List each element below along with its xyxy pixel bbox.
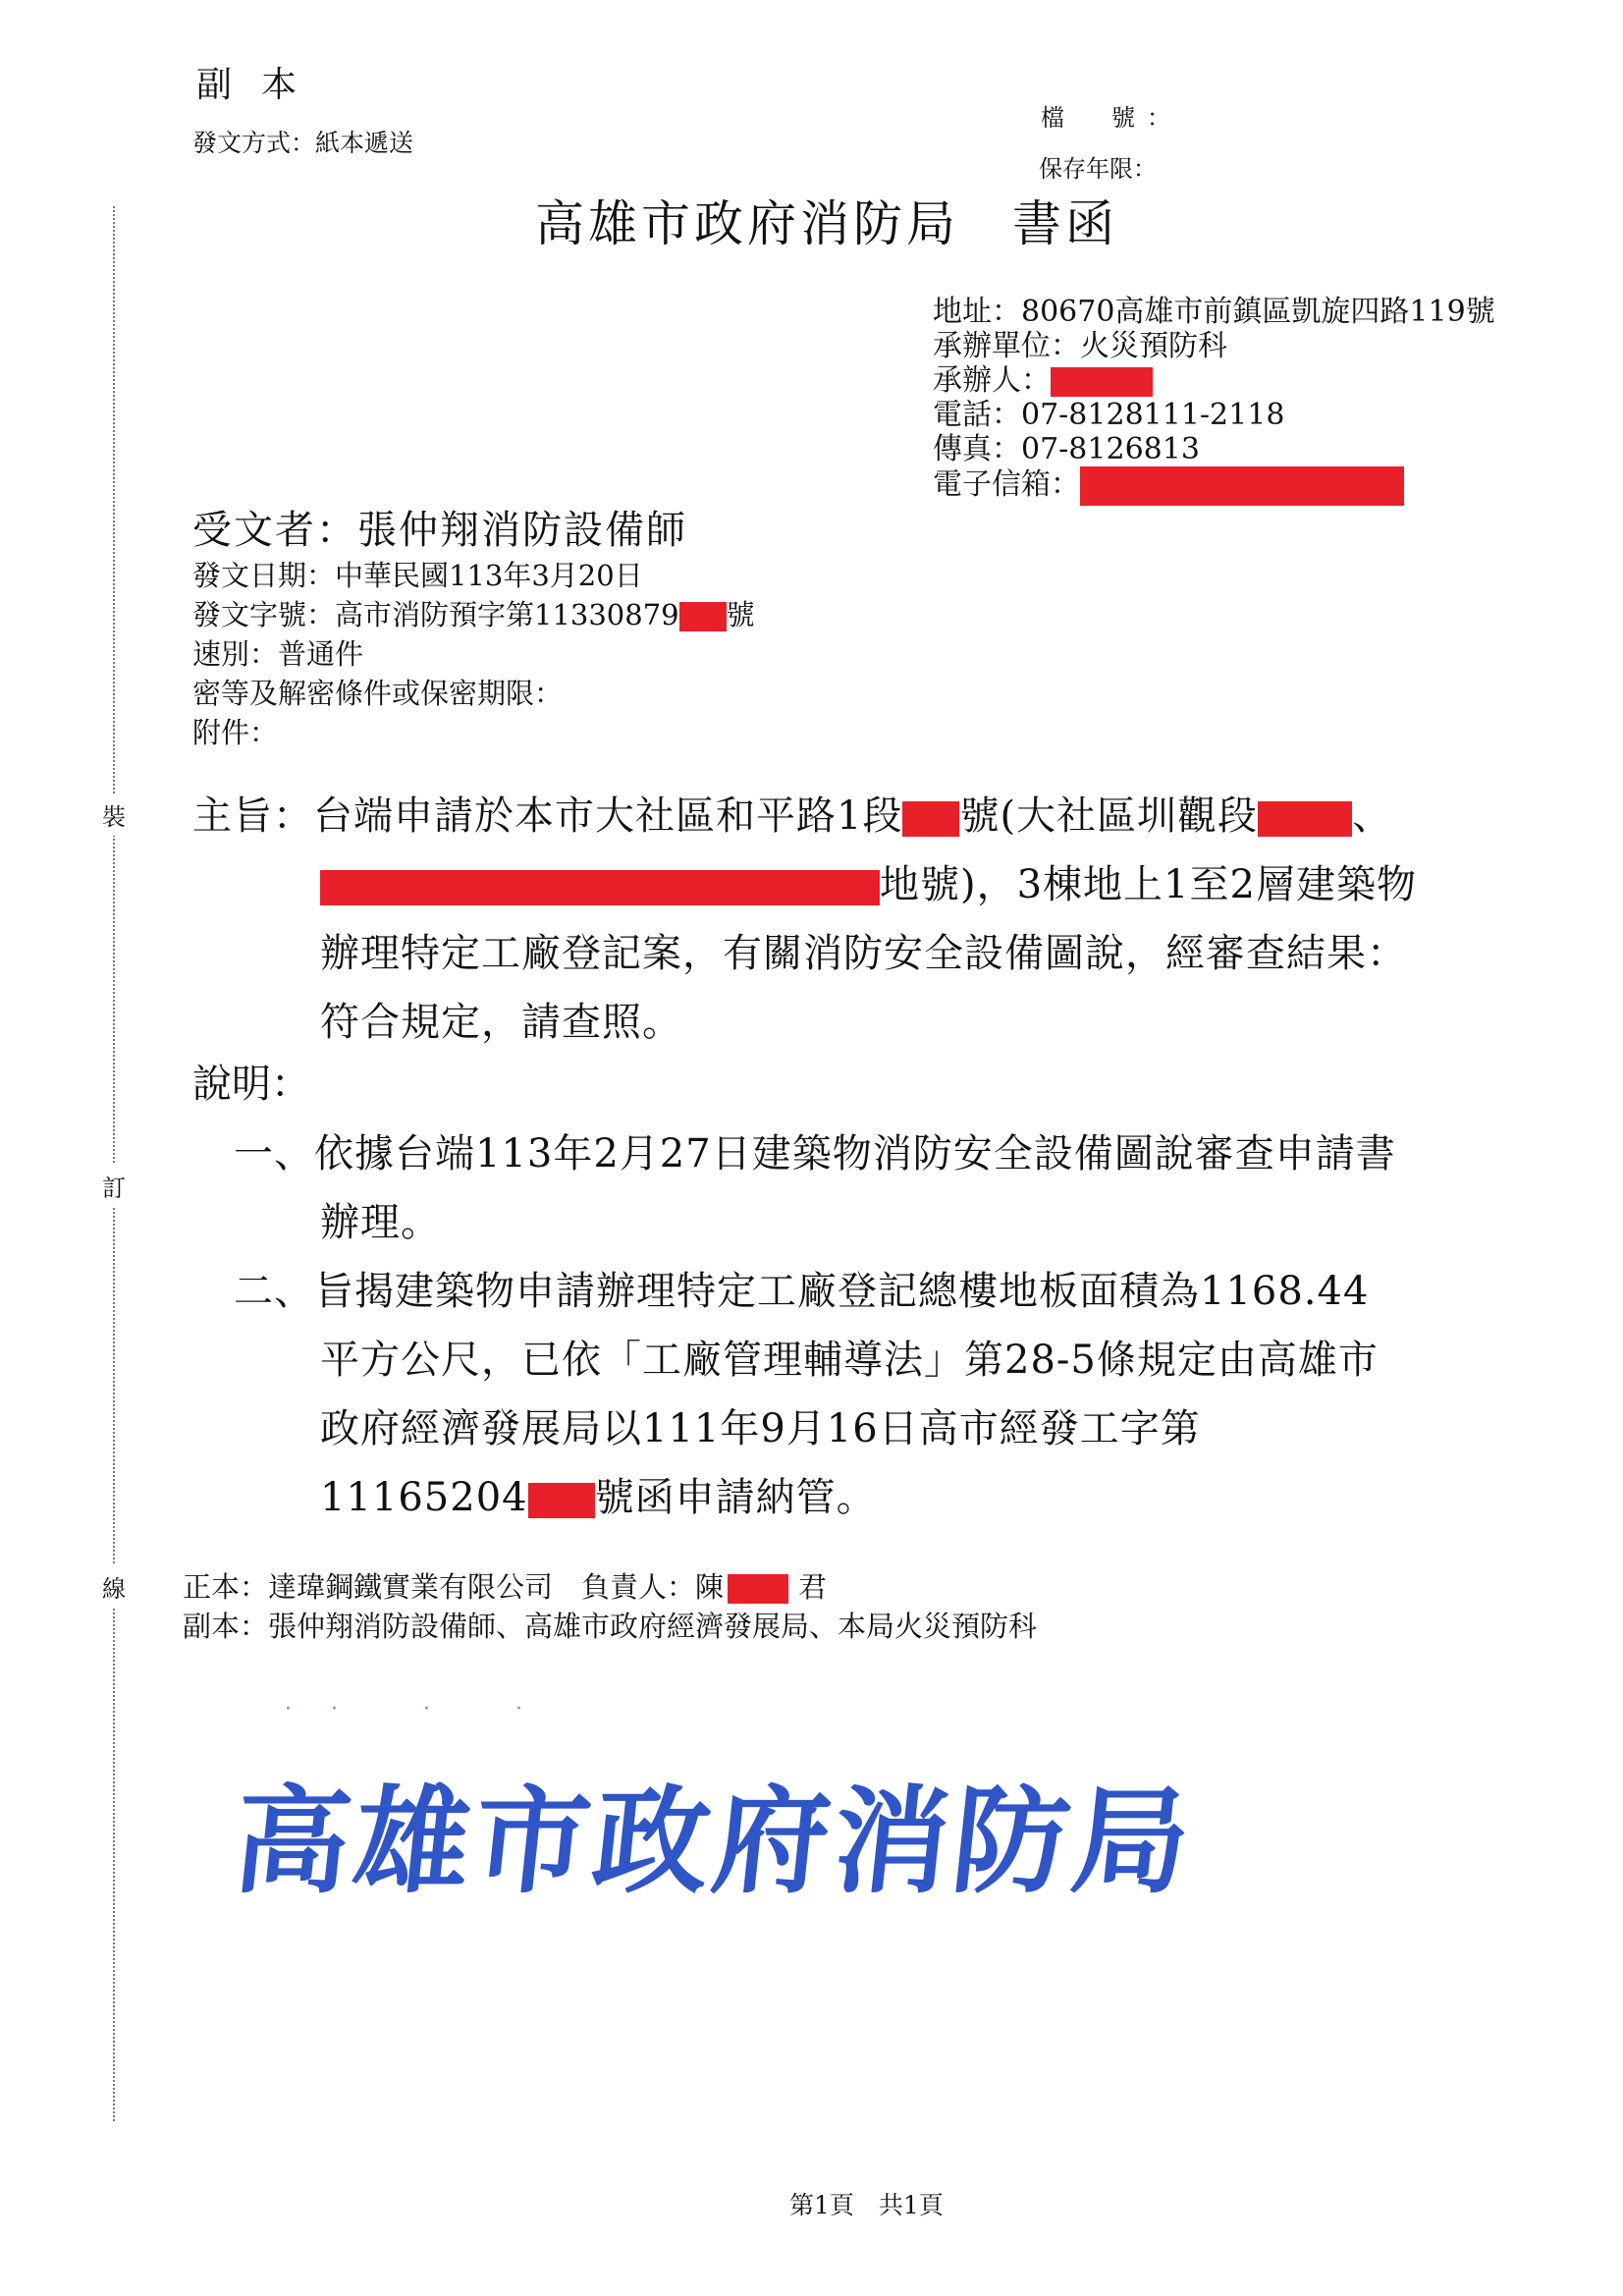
redaction-land-numbers bbox=[320, 870, 880, 905]
subject-text-2: 地號)，3棟地上1至2層建築物 bbox=[880, 862, 1417, 907]
copy-recipients: 副本：張仲翔消防設備師、高雄市政府經濟發展局、本局火災預防科 bbox=[183, 1610, 1038, 1643]
doc-no-suffix: 號 bbox=[726, 598, 755, 631]
binding-mark-ding: 訂 bbox=[102, 1165, 126, 1207]
distribution-block bbox=[183, 1567, 1037, 1646]
contact-unit: 承辦單位：火災預防科 bbox=[933, 329, 1227, 363]
contact-phone: 電話：07-8128111-2118 bbox=[933, 398, 1285, 432]
description-text-4a: 11165204 bbox=[320, 1475, 528, 1520]
redaction-address-no bbox=[902, 801, 959, 837]
contact-fax: 傳真：07-8126813 bbox=[933, 432, 1200, 466]
subject-text-1b: 號(大社區圳觀段 bbox=[959, 793, 1259, 839]
description-line: 平方公尺，已依「工廠管理輔導法」第28-5條規定由高雄市 bbox=[320, 1338, 1379, 1383]
binding-mark-zhuang: 裝 bbox=[102, 793, 126, 836]
description-text-4b: 號函申請納管。 bbox=[594, 1475, 877, 1520]
attachments: 附件： bbox=[192, 716, 279, 749]
subject-line: 辦理特定工廠登記案，有關消防安全設備圖說，經審查結果： bbox=[320, 931, 1407, 976]
handler-label: 承辦人： bbox=[933, 363, 1051, 398]
redaction-handler bbox=[1051, 367, 1153, 397]
copy-mark: 副本 bbox=[196, 65, 327, 105]
document-title: 高雄市政府消防局 書函 bbox=[535, 195, 1118, 252]
subject-line bbox=[192, 782, 1417, 850]
send-method: 發文方式：紙本遞送 bbox=[192, 129, 414, 157]
binding-mark-xian: 線 bbox=[102, 1565, 126, 1608]
description-line bbox=[234, 1463, 1396, 1532]
secrecy-level: 密等及解密條件或保密期限： bbox=[192, 677, 564, 710]
retention-label: 保存年限： bbox=[1039, 155, 1157, 183]
description-heading: 說明： bbox=[192, 1062, 310, 1107]
meta-block bbox=[192, 556, 755, 752]
subject-text-1a: 主旨：台端申請於本市大社區和平路1段 bbox=[192, 793, 903, 839]
redaction-doc-no bbox=[679, 602, 727, 631]
description-block bbox=[234, 1120, 1396, 1532]
redaction-owner-name bbox=[728, 1574, 788, 1604]
subject-text-1c: 、 bbox=[1352, 793, 1393, 839]
speed-class: 速別：普通件 bbox=[192, 637, 364, 671]
description-line: 政府經濟發展局以111年9月16日高市經發工字第 bbox=[320, 1406, 1201, 1451]
subject-line bbox=[192, 850, 1417, 919]
contact-address: 地址：80670高雄市前鎮區凱旋四路119號 bbox=[933, 295, 1495, 329]
redaction-reference-no bbox=[528, 1483, 595, 1518]
description-line: 二、旨揭建築物申請辦理特定工廠登記總樓地板面積為1168.44 bbox=[234, 1269, 1370, 1314]
redaction-email bbox=[1080, 466, 1404, 506]
description-line: 辦理。 bbox=[320, 1200, 441, 1245]
original-prefix: 正本：達瑋鋼鐵實業有限公司 負責人：陳 bbox=[183, 1570, 725, 1604]
redaction-land-section bbox=[1258, 801, 1352, 837]
original-recipient bbox=[183, 1567, 1037, 1607]
contact-block bbox=[933, 295, 1495, 501]
email-label: 電子信箱： bbox=[933, 467, 1080, 502]
subject-block bbox=[192, 782, 1417, 1057]
agency-seal: 高雄市政府消防局 bbox=[227, 1773, 1201, 1909]
doc-no-prefix: 發文字號：高市消防預字第11330879 bbox=[192, 598, 679, 631]
binding-line bbox=[113, 206, 115, 2121]
description-line: 一、依據台端113年2月27日建築物消防安全設備圖說審查申請書 bbox=[234, 1131, 1396, 1176]
file-number-label: 檔 號： bbox=[1041, 104, 1182, 132]
document-number bbox=[192, 595, 755, 634]
original-suffix: 君 bbox=[798, 1570, 828, 1604]
page-number: 第1頁 共1頁 bbox=[789, 2191, 944, 2219]
contact-email bbox=[933, 466, 1495, 501]
contact-handler bbox=[933, 363, 1495, 398]
subject-line: 符合規定，請查照。 bbox=[320, 1000, 682, 1045]
seal-ink-dots: ·· · · bbox=[285, 1697, 562, 1722]
issue-date: 發文日期：中華民國113年3月20日 bbox=[192, 559, 643, 592]
recipient: 受文者：張仲翔消防設備師 bbox=[192, 508, 687, 553]
